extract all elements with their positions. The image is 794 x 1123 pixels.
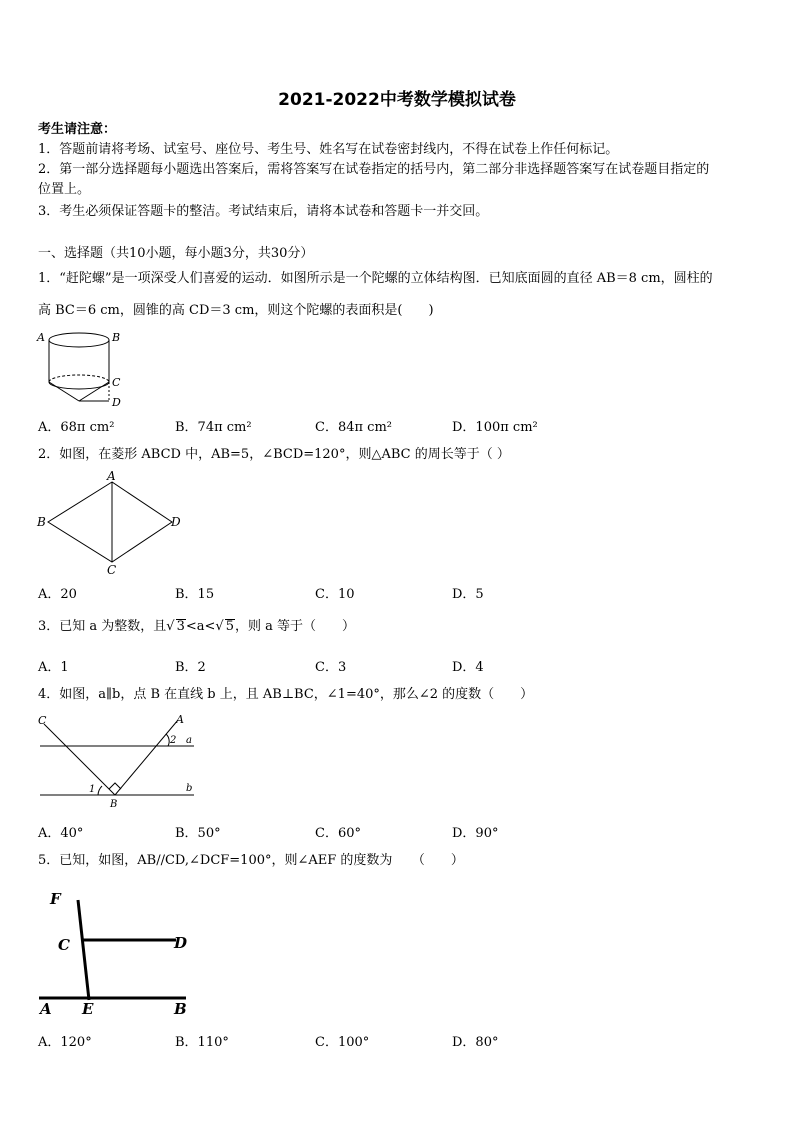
q5-option-c[interactable]: C．100°: [315, 1035, 370, 1050]
q4-option-a[interactable]: A．40°: [38, 826, 84, 841]
q4-label-line-b: b: [186, 783, 193, 794]
notice-item-2-cont: 位置上。: [38, 182, 91, 197]
q5-label-f: F: [50, 890, 61, 908]
page-title: 2021-2022中考数学模拟试卷: [278, 90, 516, 110]
q1-label-c: C: [112, 376, 121, 389]
q3-sqrt-1: 3: [176, 619, 185, 634]
q1-label-b: B: [112, 331, 121, 344]
sqrt-symbol: √: [166, 619, 175, 634]
q4-label-line-a: a: [186, 735, 192, 746]
q2-label-d: D: [171, 515, 181, 529]
notice-item-2: 2．第一部分选择题每小题选出答案后，需将答案写在试卷指定的括号内，第二部分非选择题答案写在试卷题目指定的: [38, 162, 710, 177]
q4-option-b[interactable]: B．50°: [175, 826, 221, 841]
section-heading: 一、选择题（共10小题，每小题3分，共30分）: [38, 246, 314, 261]
q1-option-b[interactable]: B．74π cm²: [175, 420, 252, 435]
q1-option-c[interactable]: C．84π cm²: [315, 420, 392, 435]
q3-sqrt-2: 5: [225, 619, 234, 634]
q4-angle-1: 1: [89, 784, 96, 795]
q4-parallel-lines-figure: [36, 712, 206, 812]
q5-label-e: E: [82, 1000, 94, 1018]
q5-label-d: D: [174, 934, 188, 952]
notice-item-1: 1．答题前请将考场、试室号、座位号、考生号、姓名写在试卷密封线内，不得在试卷上作任何标记。: [38, 142, 619, 157]
q2-label-b: B: [37, 515, 46, 529]
q5-option-d[interactable]: D．80°: [452, 1035, 499, 1050]
q4-label-a-point: A: [176, 713, 184, 726]
q1-stem-line1: 1．“赶陀螺”是一项深受人们喜爱的运动．如图所示是一个陀螺的立体结构图．已知底面圆的直径 AB＝8 cm，圆柱的: [38, 271, 713, 286]
q5-label-a: A: [40, 1000, 52, 1018]
q4-angle-2: 2: [170, 735, 177, 746]
q5-label-c: C: [58, 936, 70, 954]
q2-option-a[interactable]: A．20: [38, 587, 77, 602]
q2-label-a: A: [107, 469, 116, 483]
q2-option-c[interactable]: C．10: [315, 587, 355, 602]
q5-option-b[interactable]: B．110°: [175, 1035, 229, 1050]
q5-parallel-lines-figure: [36, 878, 206, 1020]
notice-item-3: 3．考生必须保证答题卡的整洁。考试结束后，请将本试卷和答题卡一并交回。: [38, 204, 489, 219]
q5-option-a[interactable]: A．120°: [38, 1035, 92, 1050]
q3-stem-post: ，则 a 等于（ ）: [235, 619, 356, 634]
notice-heading: 考生请注意：: [38, 122, 117, 137]
q4-label-b-point: B: [110, 799, 118, 810]
q4-option-d[interactable]: D．90°: [452, 826, 499, 841]
q1-stem-line2: 高 BC＝6 cm，圆锥的高 CD＝3 cm，则这个陀螺的表面积是( ): [38, 303, 434, 318]
q5-stem: 5．已知，如图，AB//CD,∠DCF=100°，则∠AEF 的度数为 （ ）: [38, 853, 464, 868]
q3-option-a[interactable]: A．1: [38, 660, 69, 675]
q3-stem-mid: <a<: [185, 619, 216, 634]
q1-label-a: A: [37, 331, 45, 344]
q1-option-a[interactable]: A．68π cm²: [38, 420, 115, 435]
q3-option-c[interactable]: C．3: [315, 660, 347, 675]
q3-stem-pre: 3．已知 a 为整数，且: [38, 619, 167, 634]
q4-option-c[interactable]: C．60°: [315, 826, 361, 841]
sqrt-symbol: √: [215, 619, 224, 634]
q1-spinning-top-figure: [36, 326, 126, 410]
q1-option-d[interactable]: D．100π cm²: [452, 420, 538, 435]
q4-stem: 4．如图，a∥b，点 B 在直线 b 上，且 AB⊥BC，∠1=40°，那么∠2 的度数（ ）: [38, 687, 534, 702]
q3-option-b[interactable]: B．2: [175, 660, 206, 675]
q3-stem: [38, 619, 355, 635]
q2-stem: 2．如图，在菱形 ABCD 中，AB=5，∠BCD=120°，则△ABC 的周长等于（ ）: [38, 447, 510, 462]
q3-option-d[interactable]: D．4: [452, 660, 484, 675]
q2-label-c: C: [107, 563, 117, 577]
q2-option-b[interactable]: B．15: [175, 587, 215, 602]
q2-rhombus-figure: [36, 470, 186, 578]
q5-label-b: B: [174, 1000, 187, 1018]
q4-label-c: C: [38, 714, 47, 727]
q1-label-d: D: [112, 396, 121, 409]
q2-option-d[interactable]: D．5: [452, 587, 484, 602]
